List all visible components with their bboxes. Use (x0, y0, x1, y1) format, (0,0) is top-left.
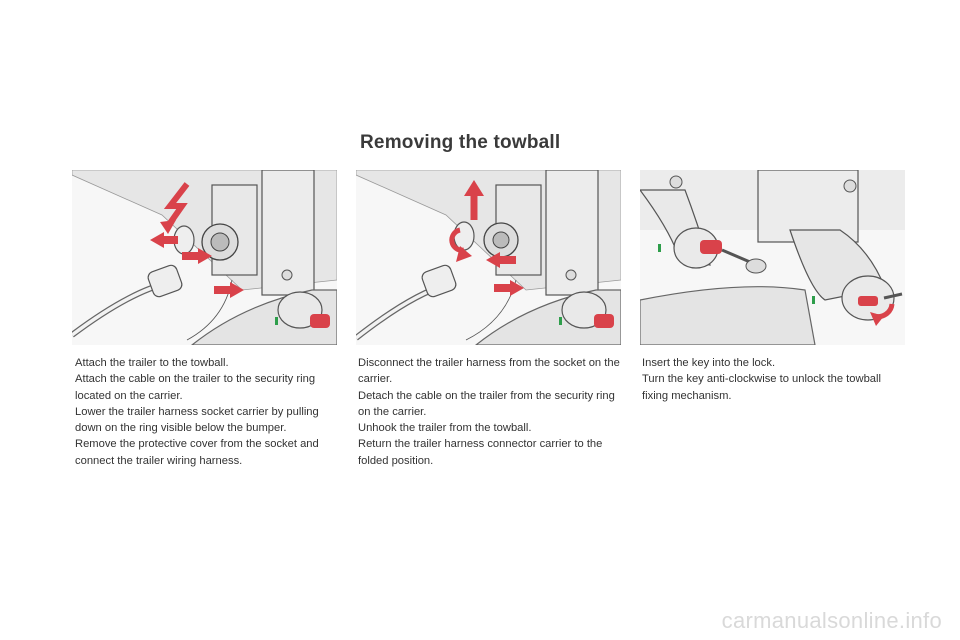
illustration-attach-trailer (72, 170, 337, 345)
step-2-line-4: Return the trailer harness connector carrier to the folded position. (358, 438, 603, 467)
step-1-line-3: Lower the trailer harness socket carrier by pulling down on the ring visible below the bumper. (75, 405, 319, 435)
step-1-line-1: Attach the trailer to the towball. (75, 357, 229, 369)
illustration-disconnect-harness (356, 170, 621, 345)
step-3-line-1: Insert the key into the lock. (642, 357, 776, 369)
illustration-unlock-towball (640, 170, 905, 345)
step-2-line-3: Unhook the trailer from the towball. (358, 422, 532, 435)
step-1-text (75, 355, 337, 469)
step-2-line-2: Detach the cable on the trailer from the security ring on the carrier. (358, 389, 615, 418)
section-title: Removing the towball (360, 132, 561, 153)
step-3-text (642, 355, 904, 404)
step-1-line-2: Attach the cable on the trailer to the security ring located on the carrier. (75, 373, 316, 402)
step-2-line-1: Disconnect the trailer harness from the socket on the carrier. (358, 357, 620, 386)
step-1-line-4: Remove the protective cover from the socket and connect the trailer wiring harness. (75, 438, 319, 467)
watermark: carmanualsonline.info (721, 608, 942, 633)
step-2-text (358, 355, 620, 469)
step-3-line-2: Turn the key anti-clockwise to unlock the towball fixing mechanism. (642, 373, 881, 402)
